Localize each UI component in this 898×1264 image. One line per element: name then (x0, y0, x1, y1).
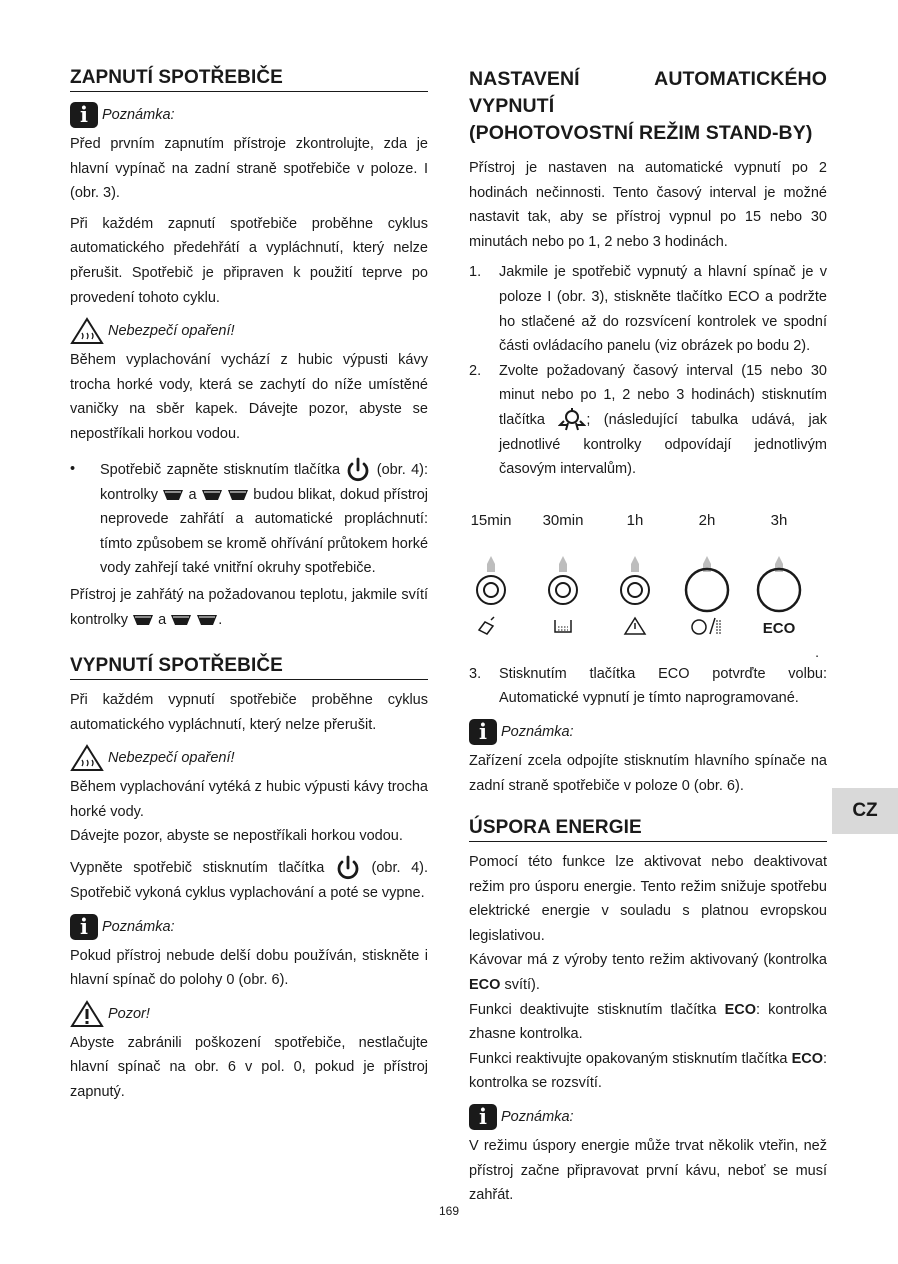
caution-warning-icon (70, 1000, 104, 1028)
hot-surface-warning-icon (70, 744, 104, 772)
bullet-item: • Spotřebič zapněte stisknutím tlačítka (obr. 4): kontrolky a budou blikat, dokud přístroj neprovede zahřátí a automatické propláchnutí: tímto způsobem se kromě ohřívání průtokem horké vody zahřejí také vnitřní okruhy spotřebiče. (70, 457, 428, 581)
note-text-3: Zařízení zcela odpojíte stisknutím hlavního spínače na zadní straně spotřebiče v poloze 0 (obr. 6). (469, 752, 827, 794)
note-header-3 (469, 717, 827, 747)
caution-header (70, 999, 428, 1029)
power-icon (345, 457, 371, 483)
info-icon: i (469, 1104, 497, 1130)
eco-label: ECO (762, 619, 796, 637)
right-column (469, 66, 827, 1214)
interval-indicator-panel (461, 511, 821, 660)
paragraph-ready: Přístroj je zahřátý na požadovanou teplotu, jakmile svítí kontrolky a . (70, 586, 428, 628)
interval-30min: 30min (533, 512, 593, 648)
indicator-light-icon (749, 534, 809, 644)
hot-surface-warning-icon (70, 317, 104, 345)
note-header (70, 100, 428, 130)
paragraph-eco-3: Funkci deaktivujte stisknutím tlačítka ECO: kontrolka zhasne kontrolka. (469, 1001, 827, 1043)
steps-list-2 (469, 662, 827, 711)
bullet-list (70, 457, 428, 581)
note-label: Poznámka: (501, 723, 574, 740)
step-3: 3. Stisknutím tlačítka ECO potvrďte volbu: Automatické vypnutí je tímto naprogramované. (469, 665, 827, 707)
paragraph-cycle: Při každém zapnutí spotřebiče proběhne cyklus automatického předehřátí a vypláchnutí, který nelze přerušit. Spotřebič je připraven k použití teprve po provedení tohoto cyklu. (70, 215, 428, 306)
danger-header-2 (70, 743, 428, 773)
steam-dial-icon (558, 408, 586, 432)
dot-mark: . (815, 643, 819, 660)
step-1: 1. Jakmile je spotřebič vypnutý a hlavní spínač je v poloze I (obr. 3), stiskněte tlačítko ECO a podržte ho stlačené až do rozsvícení kontrolek ve spodní části ovládacího panelu (viz obrázek po bodu 2). (469, 264, 827, 355)
cup-icon (196, 614, 218, 626)
interval-3h: 3h ECO (749, 512, 809, 648)
note-label: Poznámka: (501, 1109, 574, 1126)
cup-icon (170, 614, 192, 626)
left-column (70, 66, 428, 1111)
paragraph-switchoff: Vypněte spotřebič stisknutím tlačítka (obr. 4). Spotřebič vykoná cyklus vyplachování a poté se vypne. (70, 855, 428, 906)
language-tab: CZ (832, 788, 898, 834)
interval-1h: 1h (605, 512, 665, 648)
note-header-4 (469, 1102, 827, 1132)
heading-auto-off: NASTAVENÍ AUTOMATICKÉHO VYPNUTÍ (POHOTOVOSTNÍ REŽIM STAND-BY) (469, 68, 827, 144)
note-text-4: V režimu úspory energie může trvat několik vteřin, než přístroj začne připravovat první kávu, neboť se musí zahřát. (469, 1138, 827, 1204)
interval-15min: 15min (461, 512, 521, 648)
indicator-light-icon (677, 534, 737, 644)
heading-energy: ÚSPORA ENERGIE (469, 816, 827, 842)
page-number: 169 (438, 1204, 460, 1218)
paragraph-eco-1: Pomocí této funkce lze aktivovat nebo deaktivovat režim pro úsporu energie. Tento režim snižuje spotřebu elektrické energie v souladu s platnou evropskou legislativou. (469, 854, 827, 944)
info-icon: i (70, 914, 98, 940)
power-icon (335, 855, 361, 881)
paragraph-auto: Přístroj je nastaven na automatické vypnutí po 2 hodinách nečinnosti. Tento časový interval je možné nastavit tak, aby se přístroj vypnul po 15 nebo 30 minutách nebo po 1, 2 nebo 3 hodinách. (469, 160, 827, 250)
note-header-2 (70, 912, 428, 942)
cup-icon (201, 489, 223, 501)
cup-icon (227, 489, 249, 501)
paragraph-danger-2a: Během vyplachování vytéká z hubic výpusti kávy trocha horké vody. (70, 779, 428, 820)
steps-list (469, 260, 827, 481)
heading-vypnuti: VYPNUTÍ SPOTŘEBIČE (70, 654, 428, 680)
caution-label: Pozor! (108, 1005, 150, 1022)
paragraph-eco-4: Funkci reaktivujte opakovaným stisknutím tlačítka ECO: kontrolka se rozsvítí. (469, 1050, 828, 1092)
note-label: Poznámka: (102, 918, 175, 935)
paragraph-caution: Abyste zabránili poškození spotřebiče, nestlačujte hlavní spínač na obr. 6 v pol. 0, pokud je přístroj zapnutý. (70, 1034, 428, 1101)
danger-header (70, 316, 428, 346)
danger-label: Nebezpečí opaření! (108, 323, 235, 340)
note-label: Poznámka: (102, 107, 175, 123)
indicator-light-icon (461, 534, 521, 644)
info-icon: i (70, 102, 98, 128)
paragraph-eco-2: Kávovar má z výroby tento režim aktivovaný (kontrolka ECO svítí). (469, 952, 827, 994)
paragraph-off: Při každém vypnutí spotřebiče proběhne cyklus automatického vypláchnutí, který nelze přerušit. (70, 692, 428, 733)
step-2: 2. Zvolte požadovaný časový interval (15 nebo 30 minut nebo po 1, 2 nebo 3 hodinách) stisknutím tlačítka ; (následující tabulka udává, jak jednotlivé kontrolky odpovídají jednotlivým časovým intervalům). (469, 362, 828, 478)
danger-label: Nebezpečí opaření! (108, 750, 235, 767)
indicator-light-icon (533, 534, 593, 644)
heading-zapnuti: ZAPNUTÍ SPOTŘEBIČE (70, 66, 428, 92)
cup-icon (132, 614, 154, 626)
info-icon: i (469, 719, 497, 745)
note-text-2: Pokud přístroj nebude delší dobu používán, stiskněte i hlavní spínač do polohy 0 (obr. 6). (70, 947, 428, 989)
note-text: Před prvním zapnutím přístroje zkontrolujte, zda je hlavní vypínač na zadní straně spotřebiče v poloze. I (obr. 3). (70, 136, 428, 202)
paragraph-danger: Během vyplachování vychází z hubic výpusti kávy trocha horké vody, která se zachytí do níže umístěné vaničky na sběr kapek. Dávejte pozor, abyste se nepostříkali horkou vodou. (70, 352, 428, 442)
indicator-light-icon (605, 534, 665, 644)
cup-icon (162, 489, 184, 501)
interval-2h: 2h (677, 512, 737, 648)
paragraph-danger-2b: Dávejte pozor, abyste se nepostříkali horkou vodou. (70, 828, 403, 845)
